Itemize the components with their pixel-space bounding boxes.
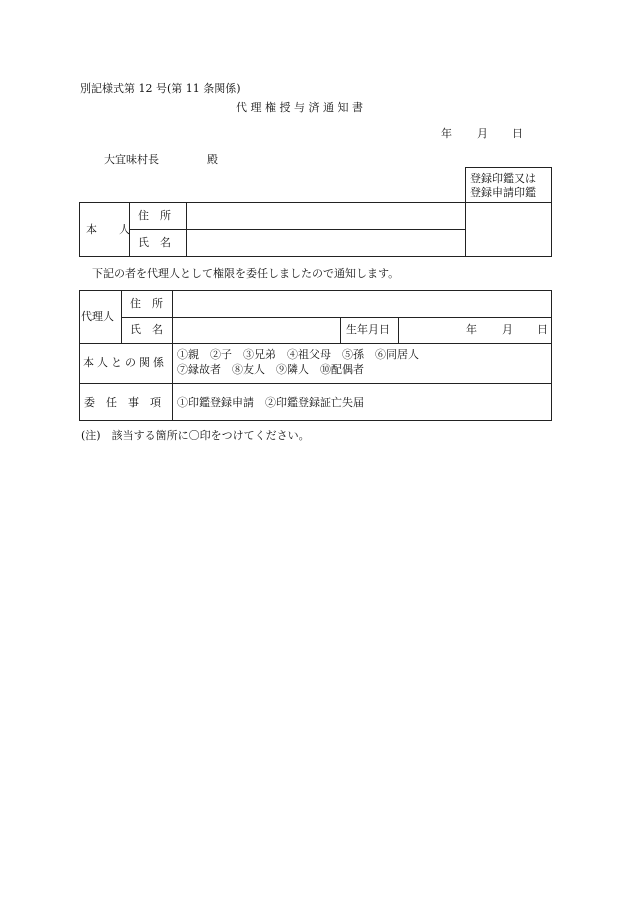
principal-address-label: 住 所 [138,209,171,222]
agent-birth-month-label: 月 [502,323,513,336]
agent-row-divider-2 [79,343,552,344]
form-reference: 別記様式第 12 号(第 11 条関係) [80,82,241,95]
relation-label: 本人との関係 [83,356,167,369]
seal-box-line2: 登録申請印鑑 [470,186,536,199]
agent-label: 代理人 [81,310,114,323]
mandate-items[interactable]: ①印鑑登録申請 ②印鑑登録証亡失届 [177,396,364,409]
agent-row-divider-1 [121,317,552,318]
agent-row-divider-3 [79,383,552,384]
seal-box-line1: 登録印鑑又は [470,172,536,185]
agent-birth-year-label: 年 [466,323,477,336]
agent-address-label: 住 所 [130,297,163,310]
agent-col-divider-b [172,290,173,421]
footnote: (注) 該当する箇所に〇印をつけてください。 [81,429,310,442]
principal-address-field[interactable] [188,204,463,227]
agent-name-field[interactable] [174,319,338,341]
date-month-label: 月 [477,127,488,140]
agent-col-divider-c [340,317,341,343]
agent-address-field[interactable] [174,292,549,315]
relation-options-line2[interactable]: ⑦縁故者 ⑧友人 ⑨隣人 ⑩配偶者 [177,363,364,376]
agent-col-divider-a [121,290,122,343]
notice-text: 下記の者を代理人として権限を委任しましたので通知します。 [92,267,400,280]
principal-label: 本 人 [86,223,130,236]
agent-name-label: 氏 名 [130,323,163,336]
principal-row-divider [129,229,466,230]
relation-options-line1[interactable]: ①親 ②子 ③兄弟 ④祖父母 ⑤孫 ⑥同居人 [177,348,419,361]
agent-birth-day-label: 日 [537,323,548,336]
addressee: 大宜味村長 [104,153,159,166]
agent-birth-label: 生年月日 [346,323,390,336]
date-year-label: 年 [441,127,452,140]
mandate-label: 委 任 事 項 [84,396,161,409]
agent-col-divider-d [398,317,399,343]
seal-box-divider [465,202,552,203]
principal-name-field[interactable] [188,231,463,255]
date-day-label: 日 [512,127,523,140]
addressee-honorific: 殿 [207,153,218,166]
principal-name-label: 氏 名 [138,236,171,249]
document-title: 代 理 権 授 与 済 通 知 書 [236,101,363,114]
